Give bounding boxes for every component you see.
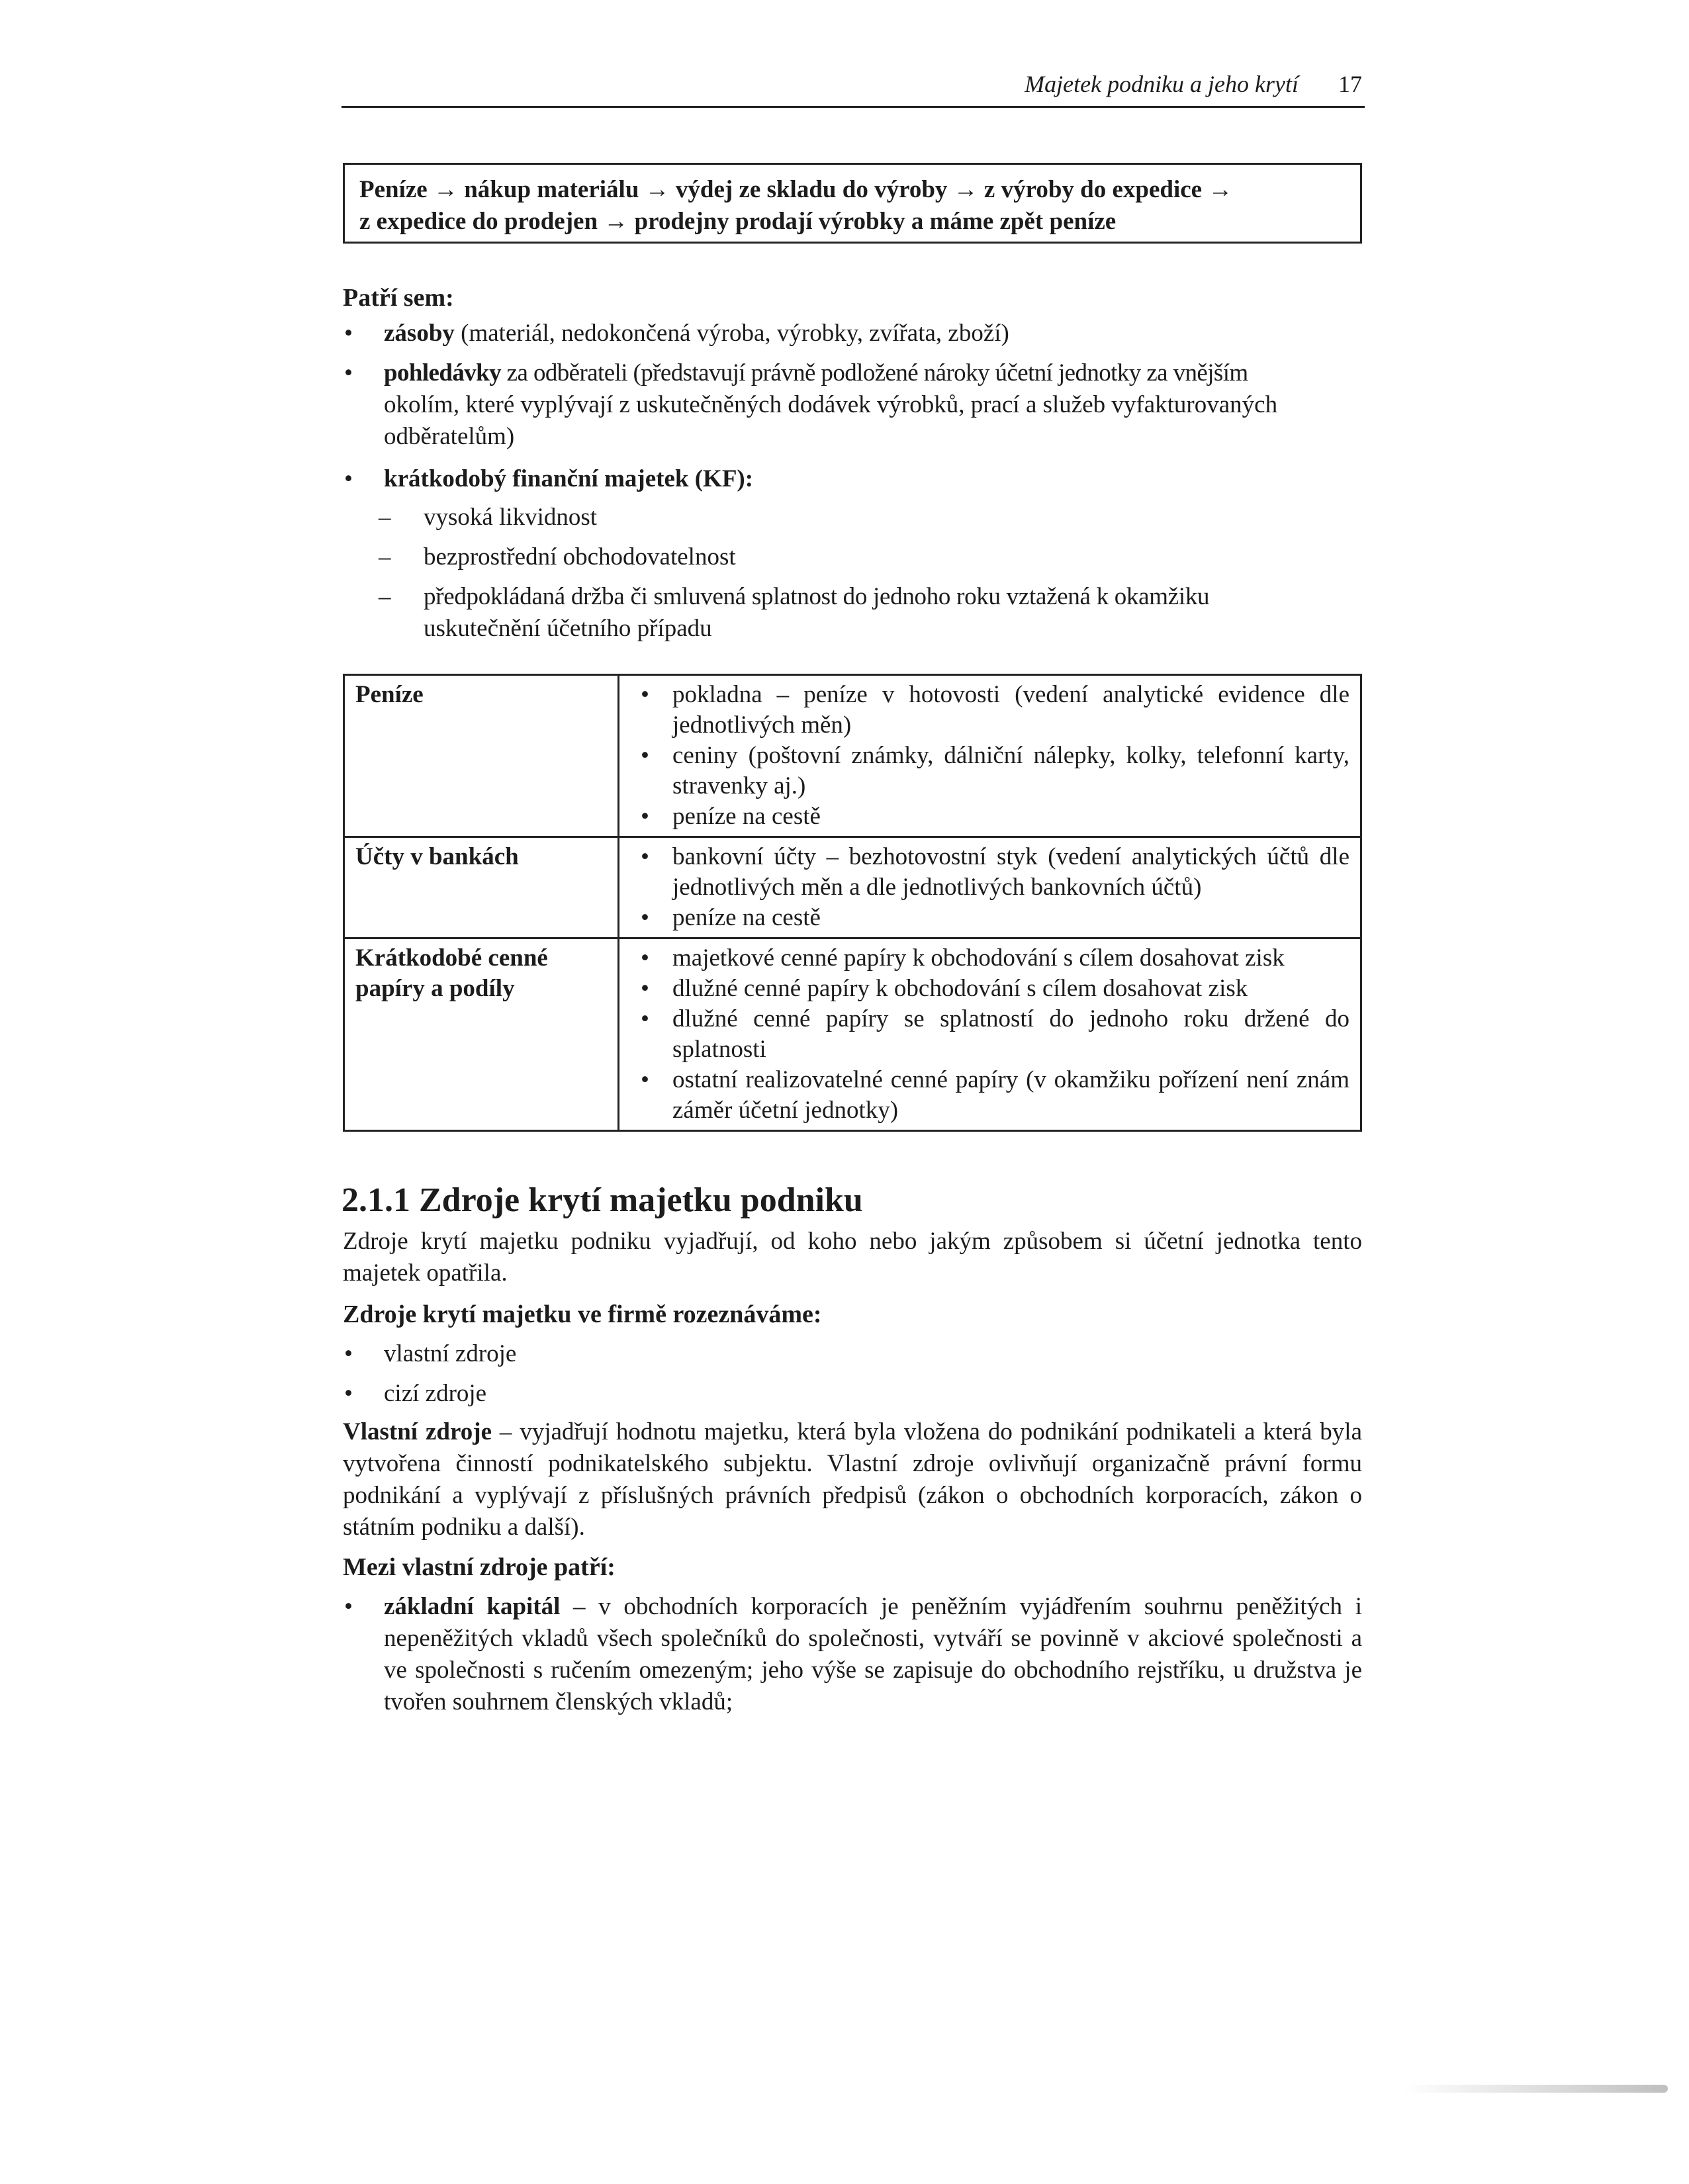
text-pohledavky-1: za odběrateli (představují právně podložené nároky účetní jednotky za vnějším: [506, 359, 1248, 387]
text-zasoby: (materiál, nedokončená výroba, výrobky, zvířata, zboží): [461, 320, 1009, 347]
scan-smudge: [1403, 2085, 1668, 2093]
kf-item-text: bezprostřední obchodovatelnost: [424, 543, 736, 570]
own-sources-paragraph: [343, 1416, 1362, 1543]
bullet-glyph: •: [344, 1380, 353, 1407]
table-list-item: • peníze na cestě: [630, 903, 1349, 933]
bullet-glyph: •: [344, 1340, 353, 1367]
dash-glyph: –: [379, 504, 391, 531]
row-items: [619, 938, 1361, 1131]
page-number: 17: [1338, 71, 1362, 97]
table-list-item: • peníze na cestě: [630, 801, 1349, 832]
financial-assets-table: [343, 674, 1362, 1132]
kf-item-text: předpokládaná držba či smluvená splatnost do jednoho roku vztažená k okamžiku: [424, 583, 1210, 610]
section-intro: Zdroje krytí majetku podniku vyjadřují, od koho nebo jakým způsobem si účetní jednotka tento majetek opatřila.: [343, 1228, 1362, 1287]
table-list-item: • bankovní účty – bezhotovostní styk (vedení analytických účtů dle jednotlivých měn a dle jednotlivých bankovních účtů): [630, 842, 1349, 903]
running-header: [342, 66, 1365, 108]
row-items: [619, 837, 1361, 938]
table-row: [344, 675, 1361, 837]
section-heading: 2.1.1 Zdroje krytí majetku podniku: [342, 1181, 863, 1219]
term-zasoby: zásoby: [384, 320, 455, 347]
table-list-item: • ceniny (poštovní známky, dálniční nálepky, kolky, telefonní karty, stravenky aj.): [630, 741, 1349, 801]
kf-item-continuation: uskutečnění účetního případu: [424, 615, 712, 642]
table-row: [344, 837, 1361, 938]
own-sources-term: Vlastní zdroje: [343, 1418, 492, 1445]
bullet-glyph: •: [344, 1593, 353, 1620]
text-pohledavky-3: odběratelům): [384, 423, 515, 450]
kf-item-text: vysoká likvidnost: [424, 504, 598, 531]
row-label: Účty v bankách: [344, 837, 619, 938]
dash-glyph: –: [379, 543, 391, 570]
bullet-glyph: •: [344, 359, 353, 387]
table-list-item: • majetkové cenné papíry k obchodování s cílem dosahovat zisk: [630, 943, 1349, 974]
table-list-item: • dlužné cenné papíry k obchodování s cílem dosahovat zisk: [630, 974, 1349, 1004]
running-header-title: Majetek podniku a jeho krytí: [1025, 71, 1299, 97]
capital-term: základní kapitál: [384, 1593, 561, 1620]
row-items: [619, 675, 1361, 837]
term-pohledavky: pohledávky: [384, 359, 502, 387]
includes-heading: Patří sem:: [343, 284, 454, 312]
bullet-glyph: •: [344, 465, 353, 492]
capital-text: – v obchodních korporacích je peněžním vyjádřením souhrnu peněžitých i nepeněžitých vkladů všech společníků do společnosti, vytváří se povinně v akciové společnosti a ve společnosti s ručením omezeným; jeho výše se zapisuje do obchodního rejstříku, u družstva je tvořen souhrnem členských vkladů;: [384, 1593, 1362, 1715]
table-list-item: • ostatní realizovatelné cenné papíry (v okamžiku pořízení není znám záměr účetní jednotky): [630, 1065, 1349, 1126]
money-cycle-line-1: Peníze → nákup materiálu → výdej ze skladu do výroby → z výroby do expedice →: [359, 176, 1233, 203]
money-cycle-box: [343, 163, 1362, 244]
source-text: cizí zdroje: [384, 1380, 487, 1407]
sources-heading: Zdroje krytí majetku ve firmě rozeznáváme:: [343, 1300, 822, 1328]
own-sources-text: – vyjadřují hodnotu majetku, která byla vložena do podnikání podnikateli a která byla vytvořena činností podnikatelského subjektu. Vlastní zdroje ovlivňují organizačně právní formu podnikání a vyplývají z příslušných právních předpisů (zákon o obchodních korporacích, zákon o státním podniku a další).: [343, 1418, 1362, 1541]
money-cycle-line-2: z expedice do prodejen → prodejny prodají výrobky a máme zpět peníze: [359, 208, 1117, 235]
table-row: [344, 938, 1361, 1131]
source-text: vlastní zdroje: [384, 1340, 517, 1367]
term-kf: krátkodobý finanční majetek (KF):: [384, 465, 754, 492]
own-sources-list-heading: Mezi vlastní zdroje patří:: [343, 1553, 616, 1581]
row-label: Krátkodobé cenné papíry a podíly: [344, 938, 619, 1131]
table-list-item: • pokladna – peníze v hotovosti (vedení analytické evidence dle jednotlivých měn): [630, 680, 1349, 741]
dash-glyph: –: [379, 583, 391, 610]
text-pohledavky-2: okolím, které vyplývají z uskutečněných dodávek výrobků, prací a služeb vyfakturovaných: [384, 391, 1278, 418]
row-label: Peníze: [344, 675, 619, 837]
table-list-item: • dlužné cenné papíry se splatností do jednoho roku držené do splatnosti: [630, 1004, 1349, 1065]
bullet-glyph: •: [344, 320, 353, 347]
